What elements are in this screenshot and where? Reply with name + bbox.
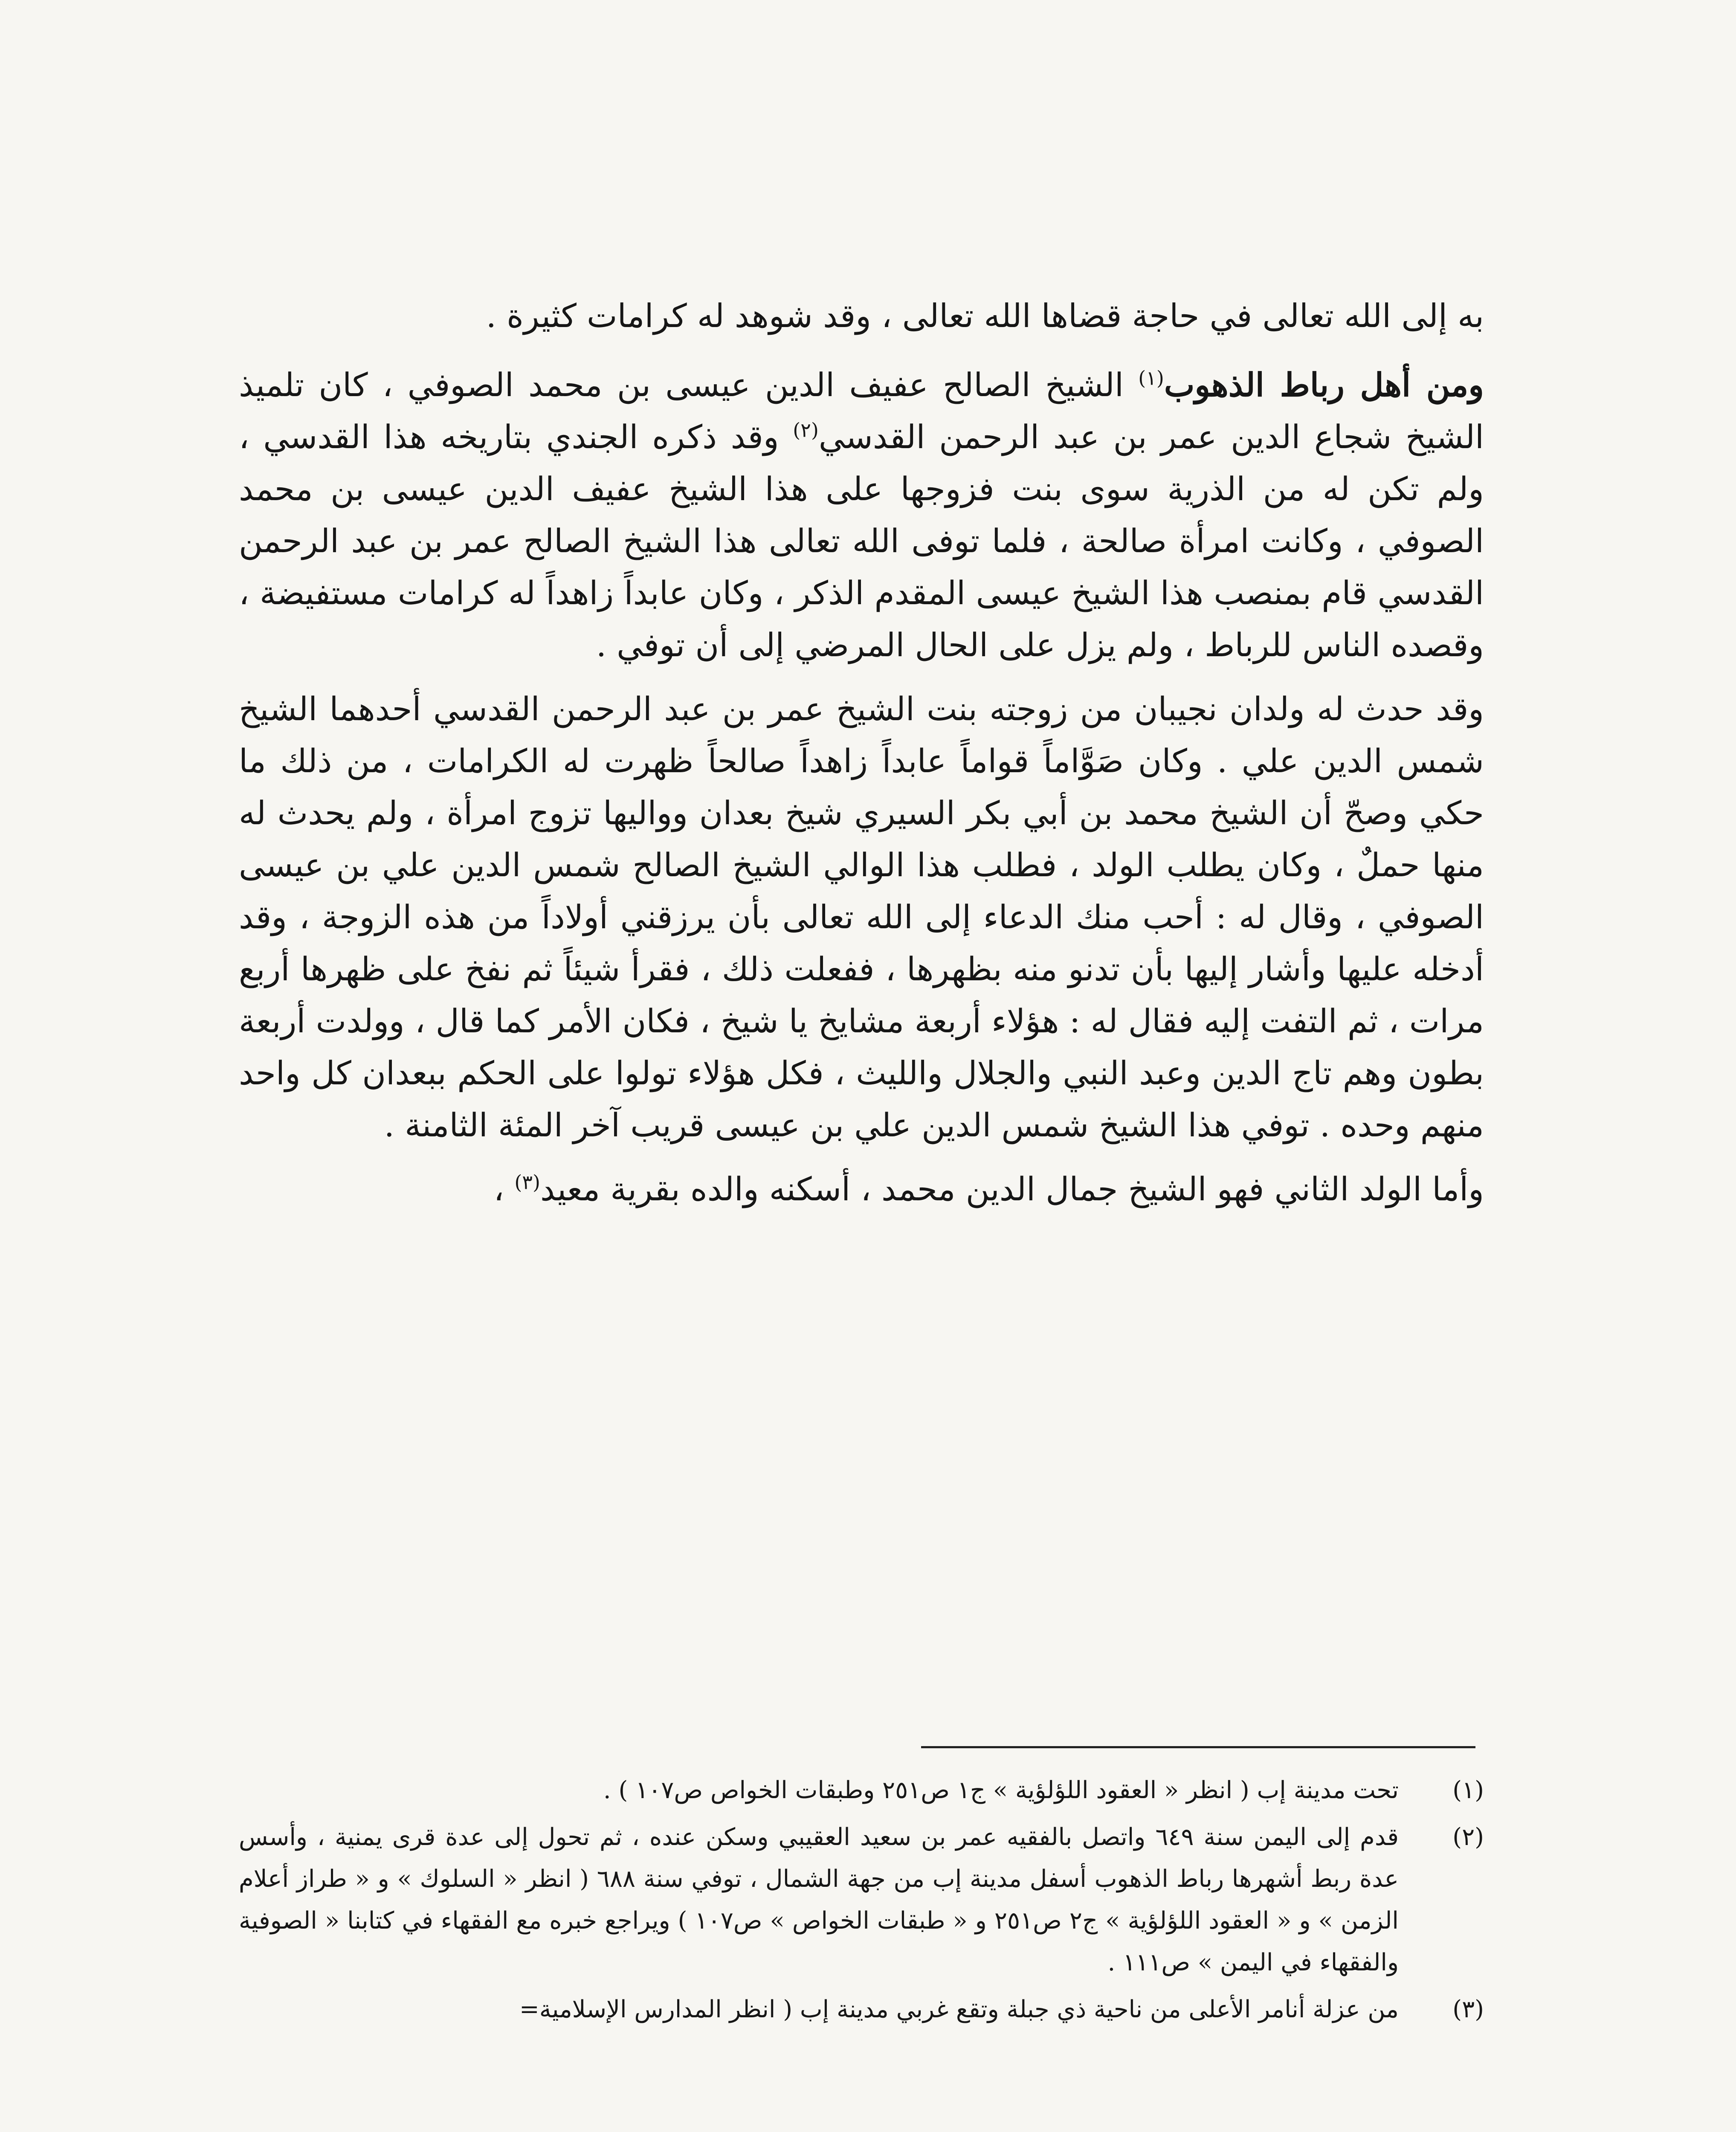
paragraph-2-text-a: الشيخ الصالح عفيف الدين عيسى بن محمد الصوفي ، كان تلميذ الشيخ شجاع الدين عمر بن عبد الرحمن القدسي bbox=[239, 366, 1484, 456]
footnote-ref-3: (٣) bbox=[514, 1170, 540, 1194]
paragraph-4-text-a: وأما الولد الثاني فهو الشيخ جمال الدين محمد ، أسكنه والده بقرية معيد bbox=[540, 1170, 1484, 1208]
footnote-2 bbox=[239, 1816, 1484, 1984]
paragraph-2 bbox=[239, 359, 1484, 671]
paragraph-3 bbox=[239, 683, 1484, 1151]
footnote-ref-2: (٢) bbox=[793, 418, 819, 442]
paragraph-4 bbox=[239, 1163, 1484, 1215]
footnotes bbox=[239, 1770, 1484, 2036]
footnote-text: تحت مدينة إب ( انظر « العقود اللؤلؤية » ج١ ص٢٥١ وطبقات الخواص ص١٠٧ ) . bbox=[603, 1776, 1399, 1804]
footnote-number: (١) bbox=[1452, 1776, 1484, 1804]
paragraph-4-text-b: ، bbox=[493, 1170, 515, 1208]
footnote-separator bbox=[921, 1746, 1475, 1748]
paragraph-3-text: وقد حدث له ولدان نجيبان من زوجته بنت الشيخ عمر بن عبد الرحمن القدسي أحدهما الشيخ شمس الدين علي . وكان صَوَّاماً قواماً عابداً زاهداً صالحاً ظهرت له الكرامات ، من ذلك ما حكي وصحّ أن الشيخ محمد بن أبي بكر السيري شيخ بعدان وواليها تزوج امرأة ، ولم يحدث له منها حملٌ ، وكان يطلب الولد ، فطلب هذا الوالي الشيخ الصالح شمس الدين علي بن عيسى الصوفي ، وقال له : أحب منك الدعاء إلى الله تعالى بأن يرزقني أولاداً من هذه الزوجة ، وقد أدخله عليها وأشار إليها بأن تدنو منه بظهرها ، ففعلت ذلك ، فقرأ شيئاً ثم نفخ على ظهرها أربع مرات ، ثم التفت إليه فقال له : هؤلاء أربعة مشايخ يا شيخ ، فكان الأمر كما قال ، وولدت أربعة بطون وهم تاج الدين وعبد النبي والجلال والليث ، فكل هؤلاء تولوا على الحكم ببعدان كل واحد منهم وحده . توفي هذا الشيخ شمس الدين علي بن عيسى قريب آخر المئة الثامنة . bbox=[239, 690, 1484, 1144]
section-heading: ومن أهل رباط الذهوب bbox=[1164, 366, 1484, 404]
footnote-text: قدم إلى اليمن سنة ٦٤٩ واتصل بالفقيه عمر بن سعيد العقيبي وسكن عنده ، ثم تحول إلى عدة قرى يمنية ، وأسس عدة ربط أشهرها رباط الذهوب أسفل مدينة إب من جهة الشمال ، توفي سنة ٦٨٨ ( انظر « السلوك » و « طراز أعلام الزمن » و « العقود اللؤلؤية » ج٢ ص٢٥١ و « طبقات الخواص » ص١٠٧ ) ويراجع خبره مع الفقهاء في كتابنا « الصوفية والفقهاء في اليمن » ص١١١ . bbox=[239, 1823, 1399, 1976]
paragraph-1-text: به إلى الله تعالى في حاجة قضاها الله تعالى ، وقد شوهد له كرامات كثيرة . bbox=[486, 297, 1484, 335]
footnote-number: (٣) bbox=[1452, 1996, 1484, 2023]
paragraph-2-text-b: وقد ذكره الجندي بتاريخه هذا القدسي ، ولم تكن له من الذرية سوى بنت فزوجها على هذا الشيخ عفيف الدين عيسى بن محمد الصوفي ، وكانت امرأة صالحة ، فلما توفى الله تعالى هذا الشيخ الصالح عمر بن عبد الرحمن القدسي قام بمنصب هذا الشيخ عيسى المقدم الذكر ، وكان عابداً زاهداً له كرامات مستفيضة ، وقصده الناس للرباط ، ولم يزل على الحال المرضي إلى أن توفي . bbox=[239, 418, 1484, 664]
footnote-1 bbox=[239, 1770, 1484, 1811]
footnote-text: من عزلة أنامر الأعلى من ناحية ذي جبلة وتقع غربي مدينة إب ( انظر المدارس الإسلامية= bbox=[519, 1996, 1399, 2023]
main-text bbox=[239, 290, 1484, 1227]
footnote-3 bbox=[239, 1989, 1484, 2031]
paragraph-1 bbox=[239, 290, 1484, 342]
footnote-number: (٢) bbox=[1452, 1823, 1484, 1851]
footnote-ref-1: (١) bbox=[1138, 366, 1164, 390]
